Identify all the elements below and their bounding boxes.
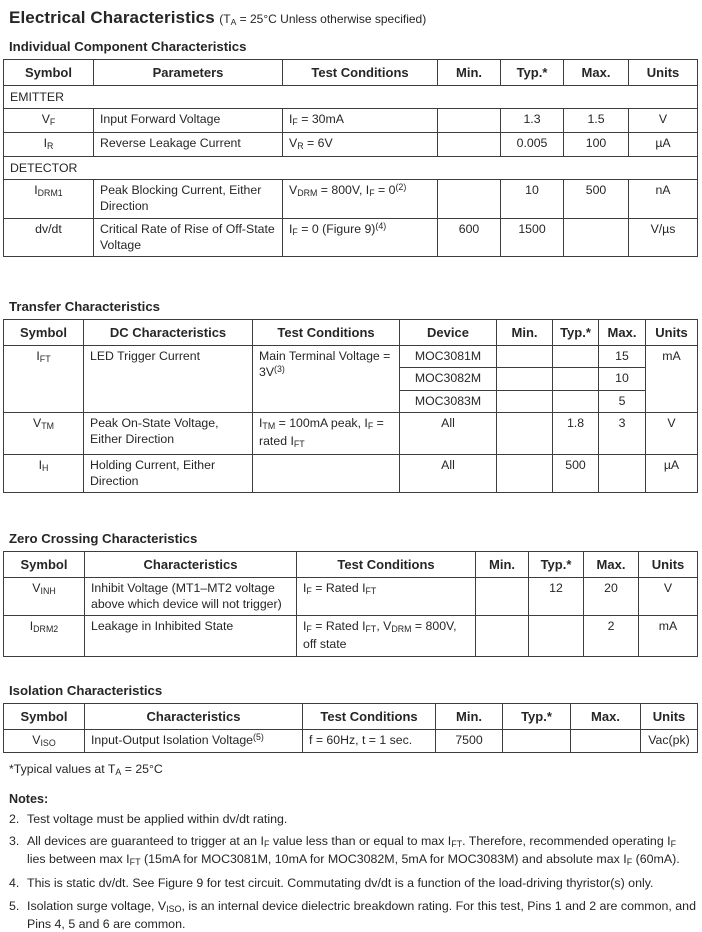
cell-max: 10: [599, 368, 646, 390]
cell-min: 600: [438, 218, 501, 256]
cell-max: 5: [599, 390, 646, 412]
cell-symbol: $V_{ISO}$: [4, 729, 85, 753]
section-row-emitter: [4, 86, 698, 109]
column-header-characteristics: Characteristics: [85, 703, 303, 729]
table-row: [4, 180, 698, 218]
cell-max: 100: [564, 133, 629, 157]
cell-symbol: $V_{TM}$: [4, 412, 84, 454]
page-title-row: [9, 8, 698, 28]
cell-device: All: [400, 412, 497, 454]
cell-units: µA: [646, 454, 698, 492]
table-header-row: [4, 60, 698, 86]
cell-typ: 1.3: [501, 109, 564, 133]
cell-units: V: [629, 109, 698, 133]
cell-test-condition: $V_{DRM} = 800V$, $I_F = 0^{(2)}$: [283, 180, 438, 218]
note-number: 3.: [9, 834, 20, 849]
table-row: [4, 346, 698, 368]
cell-typ: 1.8: [553, 412, 599, 454]
column-header-min: Min.: [438, 60, 501, 86]
column-header-test-conditions: Test Conditions: [253, 320, 400, 346]
column-header-test-conditions: Test Conditions: [303, 703, 436, 729]
cell-test-condition: $I_F = 0$ (Figure 9)$^{(4)}$: [283, 218, 438, 256]
table-row: [4, 218, 698, 256]
section-row-detector: [4, 157, 698, 180]
cell-test-condition: $I_{TM} = 100mA$ peak, $I_F$ = rated $I_{FT}$: [253, 412, 400, 454]
cell-typ: [553, 368, 599, 390]
column-header-dc-characteristics: DC Characteristics: [84, 320, 253, 346]
table-row: [4, 454, 698, 492]
section-heading-zero-crossing: Zero Crossing Characteristics: [9, 530, 198, 546]
cell-min: [438, 109, 501, 133]
note-number: 5.: [9, 898, 20, 913]
cell-units: Vac(pk): [641, 729, 698, 753]
column-header-units: Units: [646, 320, 698, 346]
column-header-test-conditions: Test Conditions: [297, 551, 476, 577]
cell-characteristic: Holding Current, Either Direction: [84, 454, 253, 492]
cell-max: [599, 454, 646, 492]
section-heading-transfer: Transfer Characteristics: [9, 299, 160, 315]
column-header-typ: Typ.*: [553, 320, 599, 346]
cell-test-condition: f = 60Hz, t = 1 sec.: [303, 729, 436, 753]
column-header-min: Min.: [497, 320, 553, 346]
cell-max: [564, 218, 629, 256]
table-row: [4, 109, 698, 133]
cell-symbol: dv/dt: [4, 218, 94, 256]
note-text: This is static dv/dt. See Figure 9 for test circuit. Commutating dv/dt is a function of the load-driving thyristor(s) only.: [27, 876, 654, 891]
column-header-typ: Typ.*: [529, 551, 584, 577]
notes-heading: Notes:: [9, 791, 49, 806]
column-header-characteristics: Characteristics: [85, 551, 297, 577]
cell-units: µA: [629, 133, 698, 157]
cell-device: MOC3083M: [400, 390, 497, 412]
section-heading-individual: Individual Component Characteristics: [9, 39, 247, 54]
column-header-max: Max.: [599, 320, 646, 346]
cell-test-condition: $V_R = 6V$: [283, 133, 438, 157]
cell-max: 2: [584, 616, 639, 656]
note-item-2: [9, 811, 698, 828]
column-header-typ: Typ.*: [503, 703, 571, 729]
cell-characteristic: Leakage in Inhibited State: [85, 616, 297, 656]
column-header-units: Units: [629, 60, 698, 86]
page-title: Electrical Characteristics: [9, 8, 215, 27]
cell-min: [497, 368, 553, 390]
column-header-symbol: Symbol: [4, 703, 85, 729]
cell-units: V: [646, 412, 698, 454]
note-number: 4.: [9, 876, 20, 891]
cell-max: 1.5: [564, 109, 629, 133]
table-row: [4, 133, 698, 157]
cell-min: [497, 454, 553, 492]
note-number: 2.: [9, 811, 20, 826]
column-header-min: Min.: [476, 551, 529, 577]
cell-min: [497, 412, 553, 454]
cell-typ: [553, 390, 599, 412]
cell-max: 20: [584, 577, 639, 615]
table-row: [4, 577, 698, 615]
cell-min: 7500: [436, 729, 503, 753]
cell-typ: [553, 346, 599, 368]
cell-symbol: $I_{FT}$: [4, 346, 84, 413]
cell-characteristic: Input-Output Isolation Voltage$^{(5)}$: [85, 729, 303, 753]
cell-device: MOC3081M: [400, 346, 497, 368]
section-heading-isolation: Isolation Characteristics: [9, 682, 163, 698]
note-item-4: [9, 875, 698, 892]
table-zero-crossing: [3, 551, 698, 657]
cell-min: [476, 616, 529, 656]
cell-symbol: $V_{INH}$: [4, 577, 85, 615]
column-header-units: Units: [639, 551, 698, 577]
note-item-5: [9, 898, 698, 932]
column-header-symbol: Symbol: [4, 60, 94, 86]
table-transfer: [3, 319, 698, 493]
column-header-units: Units: [641, 703, 698, 729]
cell-units: V: [639, 577, 698, 615]
cell-symbol: $I_R$: [4, 133, 94, 157]
column-header-min: Min.: [436, 703, 503, 729]
cell-min: [476, 577, 529, 615]
cell-units: mA: [646, 346, 698, 413]
cell-characteristic: LED Trigger Current: [84, 346, 253, 413]
note-text: All devices are guaranteed to trigger at an $I_F$ value less than or equal to $\max I_{FT}$. Therefore, recommended operating $I_F$ lies between $\max I_{FT}$ (15mA for MOC3081M, 10mA for MOC3082M, 5mA for MOC3083M) and absolute $\max I_F$ (60mA).: [27, 834, 680, 868]
cell-parameter: Input Forward Voltage: [94, 109, 283, 133]
note-text: Test voltage must be applied within dv/dt rating.: [27, 811, 288, 826]
cell-typ: 12: [529, 577, 584, 615]
table-header-row: [4, 320, 698, 346]
cell-symbol: $I_{DRM1}$: [4, 180, 94, 218]
table-row: [4, 616, 698, 656]
cell-min: [438, 133, 501, 157]
column-header-typ: Typ.*: [501, 60, 564, 86]
cell-max: 15: [599, 346, 646, 368]
cell-units: V/µs: [629, 218, 698, 256]
cell-units: nA: [629, 180, 698, 218]
column-header-max: Max.: [571, 703, 641, 729]
column-header-parameters: Parameters: [94, 60, 283, 86]
table-row: [4, 729, 698, 753]
cell-units: mA: [639, 616, 698, 656]
section-label: EMITTER: [4, 86, 698, 109]
cell-max: 500: [564, 180, 629, 218]
cell-characteristic: Peak On-State Voltage, Either Direction: [84, 412, 253, 454]
cell-max: 3: [599, 412, 646, 454]
column-header-symbol: Symbol: [4, 320, 84, 346]
table-header-row: [4, 551, 698, 577]
cell-characteristic: Inhibit Voltage (MT1–MT2 voltage above which device will not trigger): [85, 577, 297, 615]
cell-min: [497, 390, 553, 412]
cell-test-condition: Main Terminal Voltage = $3V^{(3)}$: [253, 346, 400, 413]
cell-parameter: Peak Blocking Current, Either Direction: [94, 180, 283, 218]
typical-values-footnote: *Typical values at $T_A = 25^\circ C$: [9, 762, 163, 778]
cell-test-condition: $I_F$ = Rated $I_{FT}$: [297, 577, 476, 615]
table-isolation: [3, 703, 698, 754]
cell-device: MOC3082M: [400, 368, 497, 390]
note-item-3: [9, 833, 698, 869]
cell-typ: 500: [553, 454, 599, 492]
cell-symbol: $I_{DRM2}$: [4, 616, 85, 656]
cell-parameter: Critical Rate of Rise of Off-State Voltage: [94, 218, 283, 256]
section-label: DETECTOR: [4, 157, 698, 180]
cell-device: All: [400, 454, 497, 492]
table-header-row: [4, 703, 698, 729]
cell-parameter: Reverse Leakage Current: [94, 133, 283, 157]
table-individual-component: [3, 59, 698, 257]
column-header-max: Max.: [564, 60, 629, 86]
cell-test-condition: $I_F$ = Rated $I_{FT}$, $V_{DRM} = 800V$, off state: [297, 616, 476, 656]
cell-test-condition: [253, 454, 400, 492]
column-header-symbol: Symbol: [4, 551, 85, 577]
table-row: [4, 412, 698, 454]
column-header-max: Max.: [584, 551, 639, 577]
cell-typ: [503, 729, 571, 753]
cell-symbol: $I_H$: [4, 454, 84, 492]
cell-typ: 10: [501, 180, 564, 218]
page-title-condition: ($T_A = 25^\circ C$ Unless otherwise specified): [219, 12, 427, 28]
cell-typ: 0.005: [501, 133, 564, 157]
column-header-device: Device: [400, 320, 497, 346]
cell-min: [497, 346, 553, 368]
cell-symbol: $V_F$: [4, 109, 94, 133]
cell-max: [571, 729, 641, 753]
cell-min: [438, 180, 501, 218]
cell-test-condition: $I_F = 30mA$: [283, 109, 438, 133]
cell-typ: 1500: [501, 218, 564, 256]
cell-typ: [529, 616, 584, 656]
column-header-test-conditions: Test Conditions: [283, 60, 438, 86]
note-text: Isolation surge voltage, $V_{ISO}$, is an internal device dielectric breakdown rating. For this test, Pins 1 and 2 are common, and Pins 4, 5 and 6 are common.: [27, 898, 696, 931]
